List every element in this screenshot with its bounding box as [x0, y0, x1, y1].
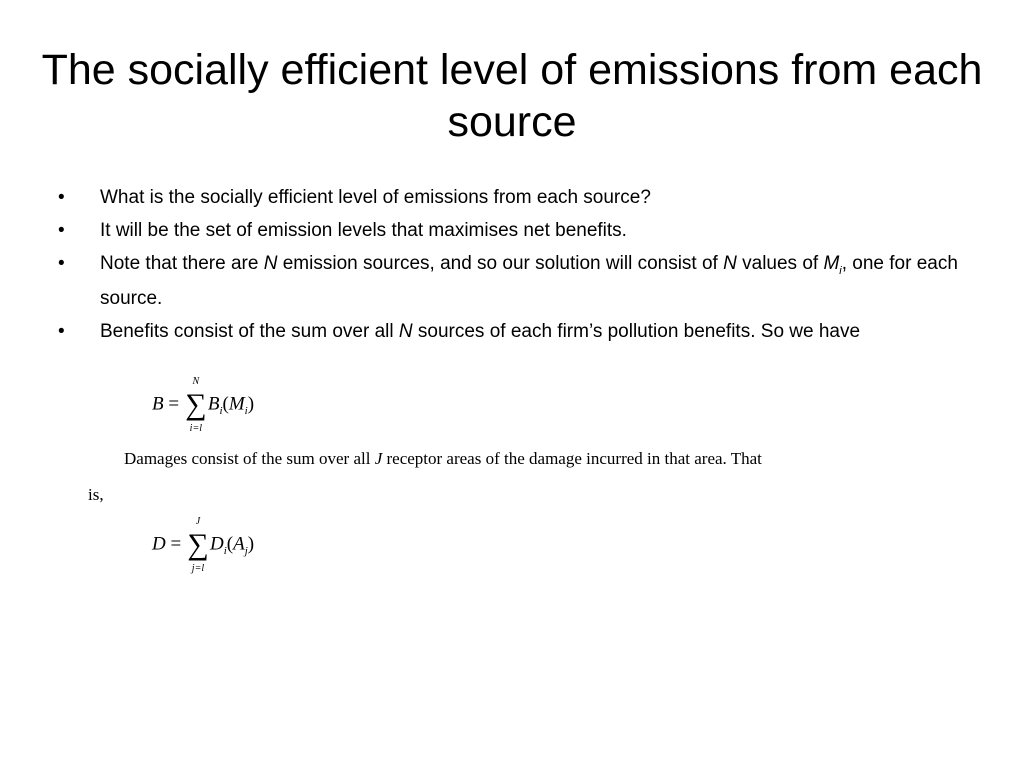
bullet-dot: • — [58, 220, 65, 241]
damages-equation: D = J ∑ j=l $D_i(A_j)$ — [152, 516, 255, 574]
bullet-item — [58, 184, 978, 212]
damages-text-line2: is, — [88, 485, 104, 504]
bullet-text: Benefits consist of the sum over all N sources of each firm’s pollution benefits. So we have — [100, 320, 861, 342]
bullet-list — [58, 184, 978, 351]
bullet-dot: • — [58, 253, 65, 274]
bullet-dot: • — [58, 187, 65, 208]
bullet-item — [58, 217, 978, 245]
bullet-item — [58, 250, 978, 313]
benefits-equation: B = N ∑ i=l $B_i(M_i)$ — [152, 376, 255, 434]
slide-title: The socially efficient level of emissions from each source — [41, 46, 983, 146]
bullet-dot: • — [58, 320, 65, 342]
bullet-text: Note that there are N emission sources, and so our solution will consist of N values of $M_i$, one for each source. — [100, 253, 958, 309]
bullet-item — [58, 318, 978, 346]
bullet-text: What is the socially efficient level of emissions from each source? — [100, 187, 651, 208]
damages-text-line1: Damages consist of the sum over all J receptor areas of the damage incurred in that area. That — [124, 449, 762, 468]
summation-symbol: N ∑ i=l — [185, 376, 207, 434]
bullet-text: It will be the set of emission levels that maximises net benefits. — [100, 220, 627, 241]
summation-symbol: J ∑ j=l — [187, 516, 209, 574]
